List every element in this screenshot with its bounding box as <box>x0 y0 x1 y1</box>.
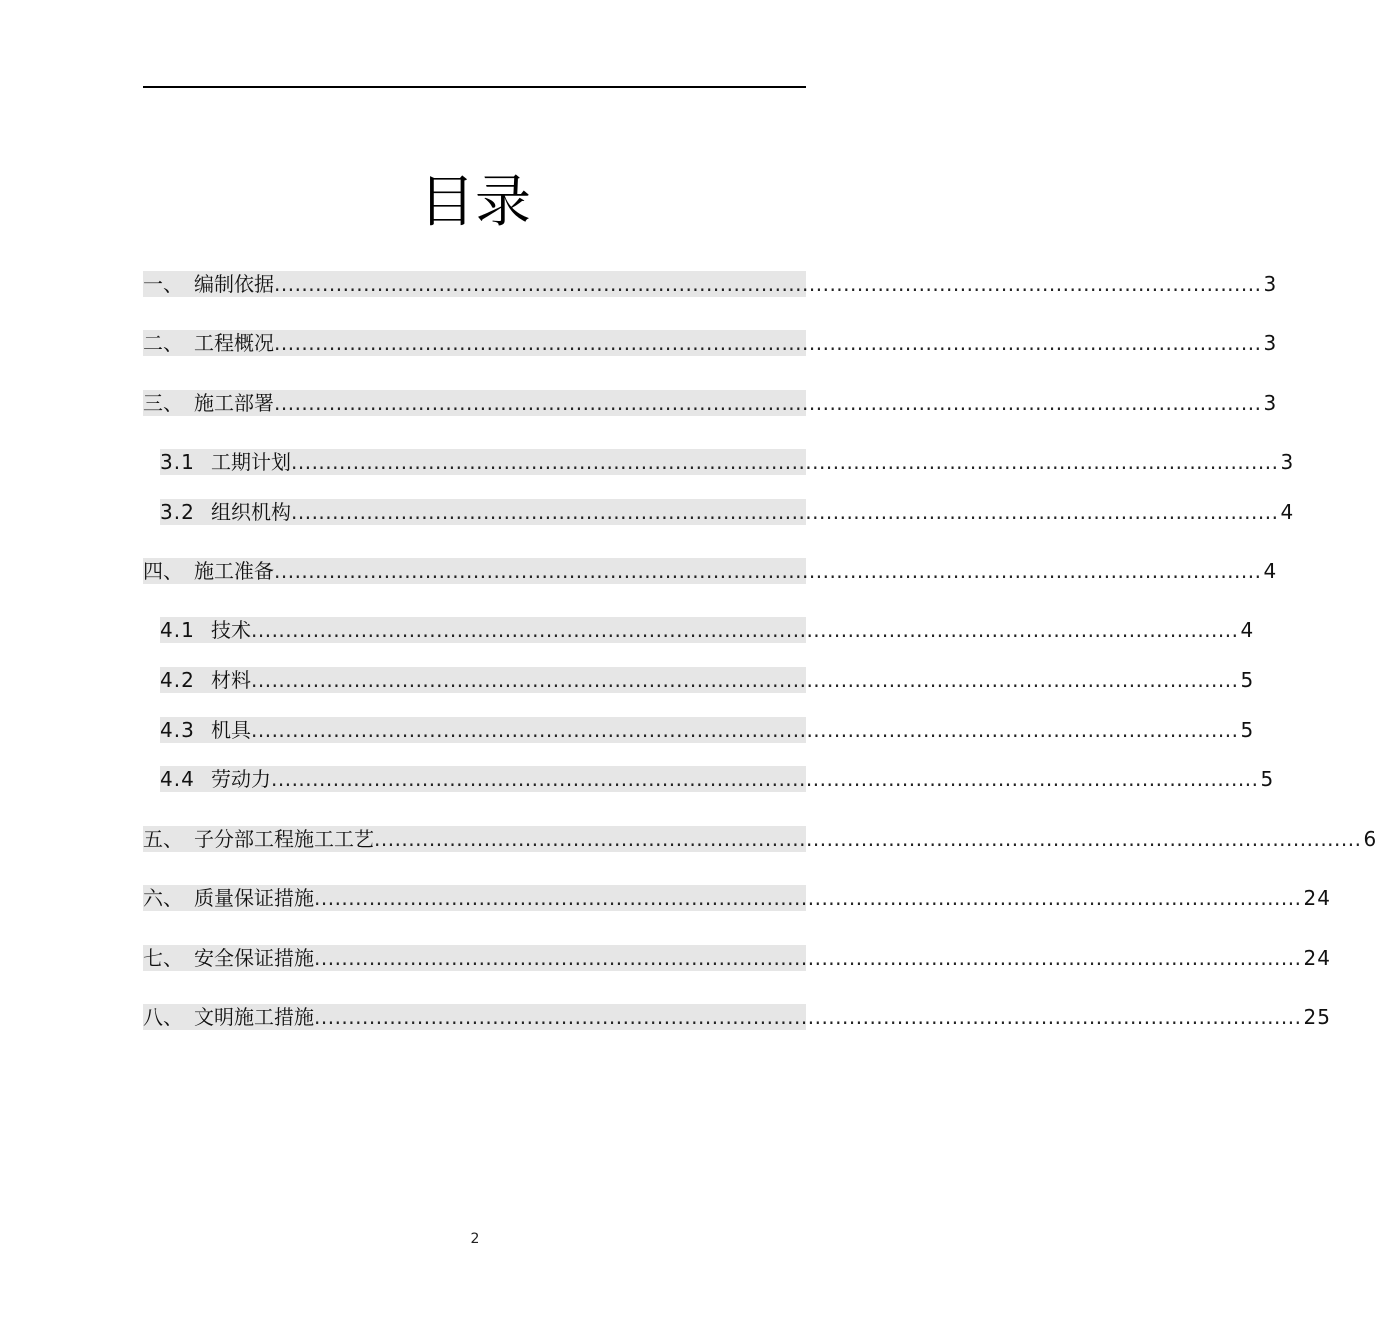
toc-entry-7[interactable] <box>143 945 1331 971</box>
toc-dot-leader: ................................................................................................................................................ <box>291 500 1279 524</box>
toc-entry-4[interactable] <box>143 558 1278 584</box>
toc-entry-page: 5 <box>1240 668 1255 692</box>
toc-entry-number: 三、 <box>143 391 183 415</box>
toc-dot-leader: ................................................................................................................................................ <box>271 767 1259 791</box>
toc-entry-text: 机具 <box>211 718 251 742</box>
toc-entry-page: 4 <box>1263 559 1278 583</box>
toc-entry-page: 3 <box>1263 272 1278 296</box>
toc-entry-8[interactable] <box>143 1004 1331 1030</box>
toc-entry-page: 4 <box>1240 618 1255 642</box>
toc-entry-4-1[interactable] <box>160 617 1255 643</box>
toc-dot-leader: ................................................................................................................................................ <box>291 450 1279 474</box>
toc-entry-page: 25 <box>1303 1005 1331 1029</box>
toc-dot-leader: ................................................................................................................................................ <box>251 668 1239 692</box>
toc-entry-number: 4.3 <box>160 718 195 742</box>
toc-dot-leader: ................................................................................................................................................ <box>251 618 1239 642</box>
toc-entry-2[interactable] <box>143 330 1278 356</box>
toc-dot-leader: ................................................................................................................................................ <box>274 272 1262 296</box>
toc-entry-text: 质量保证措施 <box>194 886 314 910</box>
toc-dot-leader: ................................................................................................................................................ <box>274 559 1262 583</box>
toc-entry-number: 二、 <box>143 331 183 355</box>
toc-dot-leader: ................................................................................................................................................ <box>314 886 1302 910</box>
toc-entry-page: 24 <box>1303 886 1331 910</box>
toc-entry-page: 5 <box>1260 767 1275 791</box>
toc-entry-text: 材料 <box>211 668 251 692</box>
toc-entry-text: 组织机构 <box>211 500 291 524</box>
toc-dot-leader: ................................................................................................................................................ <box>314 1005 1302 1029</box>
toc-dot-leader: ................................................................................................................................................ <box>274 331 1262 355</box>
toc-entry-number: 五、 <box>143 827 183 851</box>
toc-entry-number: 4.1 <box>160 618 195 642</box>
toc-entry-number: 六、 <box>143 886 183 910</box>
toc-entry-4-4[interactable] <box>160 766 1275 792</box>
toc-entry-text: 子分部工程施工工艺 <box>194 827 374 851</box>
toc-entry-6[interactable] <box>143 885 1331 911</box>
toc-entry-page: 5 <box>1240 718 1255 742</box>
toc-entry-3-1[interactable] <box>160 449 1295 475</box>
toc-entry-number: 4.4 <box>160 767 195 791</box>
toc-entry-text: 施工部署 <box>194 391 274 415</box>
toc-entry-page: 4 <box>1280 500 1295 524</box>
toc-entry-page: 3 <box>1263 331 1278 355</box>
toc-dot-leader: ................................................................................................................................................ <box>314 946 1302 970</box>
toc-entry-page: 3 <box>1263 391 1278 415</box>
toc-entry-number: 3.2 <box>160 500 195 524</box>
toc-entry-number: 八、 <box>143 1005 183 1029</box>
toc-entry-text: 工期计划 <box>211 450 291 474</box>
toc-entry-4-3[interactable] <box>160 717 1255 743</box>
toc-dot-leader: ................................................................................................................................................ <box>274 391 1262 415</box>
toc-entry-number: 3.1 <box>160 450 195 474</box>
toc-title: 目录 <box>419 170 531 235</box>
toc-entry-4-2[interactable] <box>160 667 1255 693</box>
toc-entry-text: 安全保证措施 <box>194 946 314 970</box>
toc-entry-3[interactable] <box>143 390 1278 416</box>
toc-entry-5[interactable] <box>143 826 1377 852</box>
toc-entry-text: 技术 <box>211 618 251 642</box>
toc-entry-number: 一、 <box>143 272 183 296</box>
header-rule <box>143 86 806 88</box>
toc-entry-text: 编制依据 <box>194 272 274 296</box>
toc-entry-1[interactable] <box>143 271 1278 297</box>
toc-entry-page: 24 <box>1303 946 1331 970</box>
toc-dot-leader: ................................................................................................................................................ <box>374 827 1362 851</box>
toc-entry-text: 劳动力 <box>211 767 271 791</box>
toc-entry-page: 6 <box>1363 827 1377 851</box>
page-number: 2 <box>470 1231 480 1247</box>
toc-entry-text: 文明施工措施 <box>194 1005 314 1029</box>
toc-entry-number: 4.2 <box>160 668 195 692</box>
toc-dot-leader: ................................................................................................................................................ <box>251 718 1239 742</box>
toc-entry-text: 工程概况 <box>194 331 274 355</box>
toc-entry-number: 七、 <box>143 946 183 970</box>
toc-entry-3-2[interactable] <box>160 499 1295 525</box>
toc-entry-page: 3 <box>1280 450 1295 474</box>
toc-entry-text: 施工准备 <box>194 559 274 583</box>
toc-entry-number: 四、 <box>143 559 183 583</box>
